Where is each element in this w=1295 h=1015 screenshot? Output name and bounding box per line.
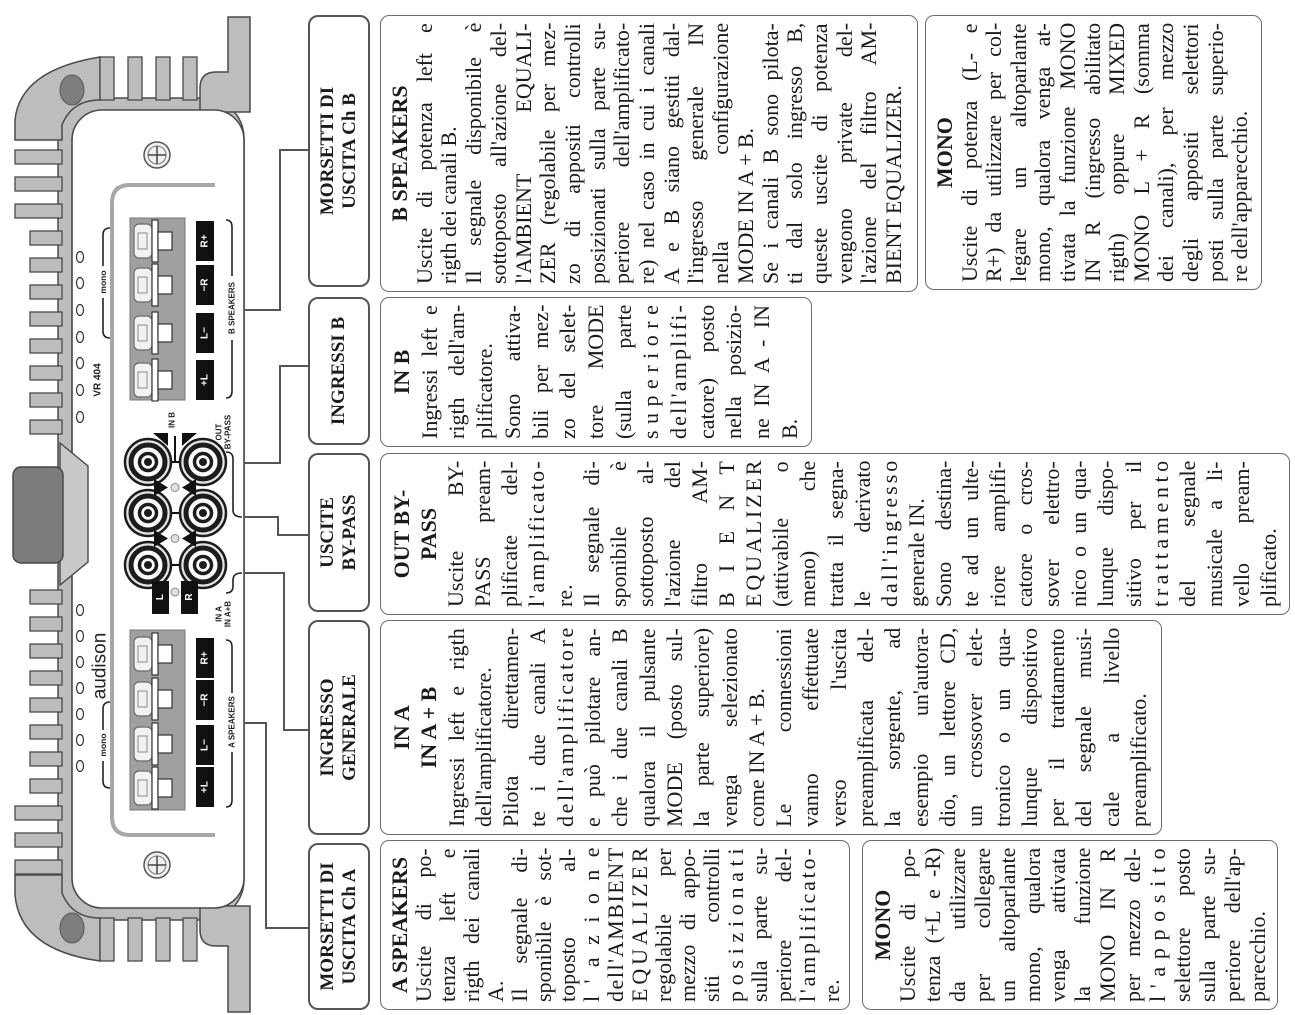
text-line: re) nel caso in cui i canali [634, 22, 660, 284]
text-line: BIENT EQUALIZER. [881, 85, 907, 284]
text-line: bili per mez- [527, 304, 553, 439]
text-line: sottoposto all'azione del- [485, 22, 511, 284]
text-line: venga selezionato [716, 628, 742, 827]
text-line: B. [776, 418, 802, 439]
text-line: queste uscite di potenza [806, 23, 832, 284]
text-line: dall'ingresso [876, 457, 902, 607]
section-in-b [380, 297, 812, 447]
callout-line: USCITA Ch B [339, 93, 360, 209]
text-line: sulla parte su- [1195, 847, 1220, 1002]
callout-line: INGRESSO [317, 678, 338, 777]
text-line: l'apposito [1145, 840, 1170, 1002]
section-title: IN A [389, 705, 414, 750]
text-line: dei canali), per mezzo [1153, 22, 1179, 282]
text-line: sulla parte su- [747, 847, 772, 1002]
text-line: come IN A + B. [743, 688, 769, 827]
callout-line: USCITE [317, 497, 338, 568]
text-line: da utilizzare [945, 847, 970, 1002]
text-line: la sorgente, ad [880, 627, 906, 827]
out-bypass-label: BY-PASS [223, 414, 233, 450]
text-line: l'azione [579, 835, 604, 1002]
text-line: sponibile è sot- [531, 847, 556, 1002]
paragraph [770, 628, 1152, 827]
text-line: te ad un ulte- [957, 460, 983, 607]
text-line: MONO L + R (somma [1128, 23, 1154, 282]
text-line: PASS pream- [470, 460, 496, 607]
text-line: un crossover elet- [962, 627, 988, 827]
text-line: periore del- [771, 848, 796, 1002]
text-line: MODE IN A + B. [732, 127, 758, 284]
text-line: dell'AMBIENT [603, 846, 628, 1002]
section-out-bypass [380, 440, 1290, 615]
text-line: catore o cros- [1012, 461, 1038, 607]
text-line: vanno effettuate [798, 628, 824, 827]
text-line: preamplificato. [1126, 693, 1152, 827]
text-line: riore amplifi- [985, 461, 1011, 607]
text-line: nella configurazione [708, 22, 734, 284]
text-line: periore dell'amplificato- [609, 22, 635, 284]
text-line: parecchio. [1245, 911, 1270, 1002]
terminal-label: R+ [199, 651, 211, 665]
callout-ingresso-generale [308, 620, 370, 835]
section-in-a [380, 620, 1162, 835]
text-line: superiore [638, 298, 664, 439]
text-line: posti sulla parte superio- [1202, 23, 1228, 282]
text-line: sover elettro- [1039, 461, 1065, 607]
text-line: l'ingresso generale IN [683, 22, 709, 284]
text-line: vengono private del- [831, 22, 857, 284]
in-a-label: IN A [214, 606, 224, 622]
text-line: EQUALIZER [627, 843, 652, 1002]
section-a-speakers [380, 835, 850, 1010]
text-line: rigth dei canali B. [436, 126, 462, 284]
text-line: periore dell'ap- [1220, 848, 1245, 1002]
text-line: Pilota direttamen- [498, 627, 524, 827]
text-line: l'AMBIENT EQUALI- [510, 23, 536, 284]
text-line: re dell'apparecchio. [1227, 110, 1253, 282]
text-line: per mezzo del- [1120, 848, 1145, 1002]
text-line: venga attivata [1045, 848, 1070, 1002]
text-line: sottoposto al- [632, 460, 658, 607]
text-line: plificatore. [472, 343, 498, 439]
in-a-label: IN A+B [223, 600, 233, 628]
text-line: EQUALIZER [741, 457, 767, 607]
callout-line: GENERALE [339, 674, 360, 781]
text-line: Se i canali B sono pilota- [757, 23, 783, 284]
text-line: zo di appositi controlli [559, 23, 585, 284]
callout-ingressi-b [308, 297, 370, 445]
text-line: vello pream- [1228, 461, 1254, 607]
section-title: IN A + B [416, 686, 442, 769]
terminal-label: +L [199, 374, 211, 386]
text-line: ZER (regolabile per mez- [535, 22, 561, 284]
text-line: verso l'uscita [825, 628, 851, 827]
text-line: Sono destina- [930, 460, 956, 607]
section-title: B SPEAKERS [387, 85, 412, 222]
text-line: per collegare [970, 847, 995, 1002]
paragraph [578, 440, 930, 607]
text-line: le derivato [849, 460, 875, 607]
text-line: te i due canali A [525, 628, 551, 827]
text-line: Le connessioni [771, 628, 797, 827]
paragraph [416, 305, 499, 439]
text-line: rigth dell'am- [444, 304, 470, 439]
text-line: Uscite di po- [895, 848, 920, 1002]
text-line: che i due canali B [607, 628, 633, 827]
text-line: A e B siano gestiti dal- [658, 22, 684, 284]
text-line: un altoparlante [995, 847, 1020, 1002]
terminal-label: −R [199, 693, 211, 707]
paragraph [443, 628, 498, 827]
text-line: re. [819, 979, 844, 1002]
text-line: Il segnale di- [507, 848, 532, 1002]
section-title: A SPEAKERS [387, 856, 412, 994]
text-line: generale IN. [903, 498, 929, 607]
callout-line: INGRESSI B [328, 316, 349, 426]
text-line: selettore posto [1170, 848, 1195, 1002]
text-line: filtro AM- [687, 460, 713, 607]
text-line: del segnale musi- [1071, 628, 1097, 827]
text-line: tivata la funzione MONO [1054, 22, 1080, 282]
brand-logo: audison [89, 632, 111, 700]
text-line: mezzo di appo- [675, 848, 700, 1002]
terminal-label: R+ [199, 234, 211, 248]
text-line: ne IN A - IN [749, 305, 775, 439]
paragraph [413, 23, 462, 284]
text-line: rigth) oppure MIXED [1104, 22, 1130, 282]
text-line: e può pilotare an- [580, 628, 606, 827]
section-title: IN B [389, 349, 414, 395]
text-line: dell'amplifi- [666, 303, 692, 439]
text-line: lunque dispo- [1093, 460, 1119, 607]
text-line: tronico o un qua- [989, 628, 1015, 827]
text-line: MODE (posto sul- [661, 628, 687, 827]
text-line: sitivo per il [1120, 460, 1146, 607]
section-mono-b [925, 15, 1262, 290]
text-line: la parte superiore) [689, 627, 715, 827]
b-speakers-label: B SPEAKERS [227, 281, 237, 335]
text-line: esempio un'autora- [907, 627, 933, 827]
mono-label-a: mono [98, 733, 108, 757]
callout-line: BY-PASS [339, 494, 360, 571]
text-line: catore) posto [693, 304, 719, 439]
paragraph [958, 23, 1253, 282]
text-line: l'amplificato- [795, 845, 820, 1002]
channel-label-right: R [184, 593, 195, 601]
section-title: OUT BY- [389, 489, 414, 579]
text-line: cale a livello [1098, 627, 1124, 827]
terminal-label: +L [199, 781, 211, 793]
text-line: Uscite di po- [411, 848, 436, 1002]
text-line: mono, qualora [1020, 847, 1045, 1002]
paragraph [462, 23, 758, 284]
section-title: MONO [870, 889, 895, 961]
text-line: posizionati sulla parte su- [584, 22, 610, 284]
section-title: MONO [932, 117, 957, 188]
text-line: musicale a li- [1201, 461, 1227, 607]
paragraph [759, 23, 907, 284]
text-line: A. [483, 980, 508, 1002]
text-line: tenza left e [435, 848, 460, 1002]
text-line: toposto al- [555, 848, 580, 1002]
text-line: meno) che [795, 460, 821, 607]
paragraph [499, 298, 804, 439]
section-mono-a [862, 840, 1278, 1010]
text-line: del segnale [1174, 460, 1200, 607]
a-speakers-label: A SPEAKERS [227, 696, 237, 748]
text-line: degli appositi selettori [1177, 23, 1203, 282]
callout-line: MORSETTI DI [317, 862, 338, 991]
text-line: IN R (ingresso abilitato [1079, 22, 1105, 282]
terminal-label: L− [199, 739, 211, 751]
text-line: la funzione [1070, 847, 1095, 1002]
paragraph [895, 840, 1270, 1002]
text-line: dell'amplificatore [552, 625, 578, 827]
text-line: dio, un lettore CD, [934, 627, 960, 827]
text-line: re. [551, 584, 577, 607]
callout-uscite-bypass [308, 453, 370, 612]
text-line: (sulla parte [610, 304, 636, 439]
text-line: trattamento [1147, 456, 1173, 607]
text-line: posizionati [723, 842, 748, 1002]
text-line: Uscite BY- [443, 460, 469, 607]
text-line: Sono attiva- [499, 305, 525, 439]
text-line: Il segnale disponibile è [461, 22, 487, 284]
text-line: Uscite di potenza left e [411, 23, 437, 284]
text-line: (attivabile o [768, 461, 794, 607]
text-line: l'azione del filtro AM- [856, 22, 882, 284]
callout-line: USCITA Ch A [339, 868, 360, 985]
text-line: nico o un qua- [1066, 460, 1092, 607]
text-line: plificate del- [497, 461, 523, 607]
text-line: tratta il segna- [822, 461, 848, 607]
out-bypass-label: OUT [214, 423, 224, 441]
callout-morsetti-ch-a [308, 843, 370, 1010]
text-line: preamplificata del- [853, 628, 879, 827]
text-line: MONO IN R [1095, 847, 1120, 1002]
text-line: per il trattamento [1044, 628, 1070, 827]
text-line: nella posizio- [721, 304, 747, 439]
text-line: regolabile per [651, 848, 676, 1002]
text-line: R+) da utilizzare per col- [981, 22, 1007, 282]
channel-label-left: L [155, 593, 166, 601]
mono-label-b: mono [98, 270, 108, 294]
paragraph [507, 835, 844, 1002]
text-line: sponibile è [605, 461, 631, 607]
text-line: Il segnale di- [578, 461, 604, 607]
text-line: Uscite di potenza (L- e [956, 23, 982, 282]
in-b-label: IN B [167, 412, 177, 428]
text-line: mono, qualora venga at- [1030, 23, 1056, 282]
section-title: PASS [416, 507, 442, 561]
text-line: zo del selet- [555, 304, 581, 439]
text-line: l'amplificato- [524, 459, 550, 607]
text-line: lunque dispositivo [1016, 628, 1042, 827]
text-line: BIENT [714, 440, 740, 607]
paragraph [412, 848, 508, 1002]
text-line: legare un altoparlante [1005, 23, 1031, 282]
text-line: tore MODE [582, 304, 608, 439]
text-line: tenza (+L e -R) [920, 847, 945, 1002]
terminal-label: −R [199, 278, 211, 292]
text-line: qualora il pulsante [634, 628, 660, 827]
paragraph [497, 625, 770, 827]
model-label: VR 404 [92, 363, 104, 397]
text-line: plificato. [1256, 528, 1281, 607]
text-line: Ingressi left e rigth [443, 628, 469, 827]
terminal-label: L− [199, 327, 211, 339]
section-b-speakers [380, 15, 918, 292]
callout-morsetti-ch-b [308, 15, 370, 287]
text-line: dell'amplificatore. [470, 667, 496, 827]
paragraph [930, 456, 1282, 607]
paragraph [442, 461, 577, 607]
text-line: ti dal solo ingresso B, [782, 22, 808, 284]
callout-line: MORSETTI DI [317, 86, 338, 216]
text-line: Ingressi left e [416, 305, 442, 439]
text-line: rigth dei canali [459, 848, 484, 1002]
text-line: siti controlli [699, 848, 724, 1002]
text-line: l'azione del [659, 461, 685, 607]
